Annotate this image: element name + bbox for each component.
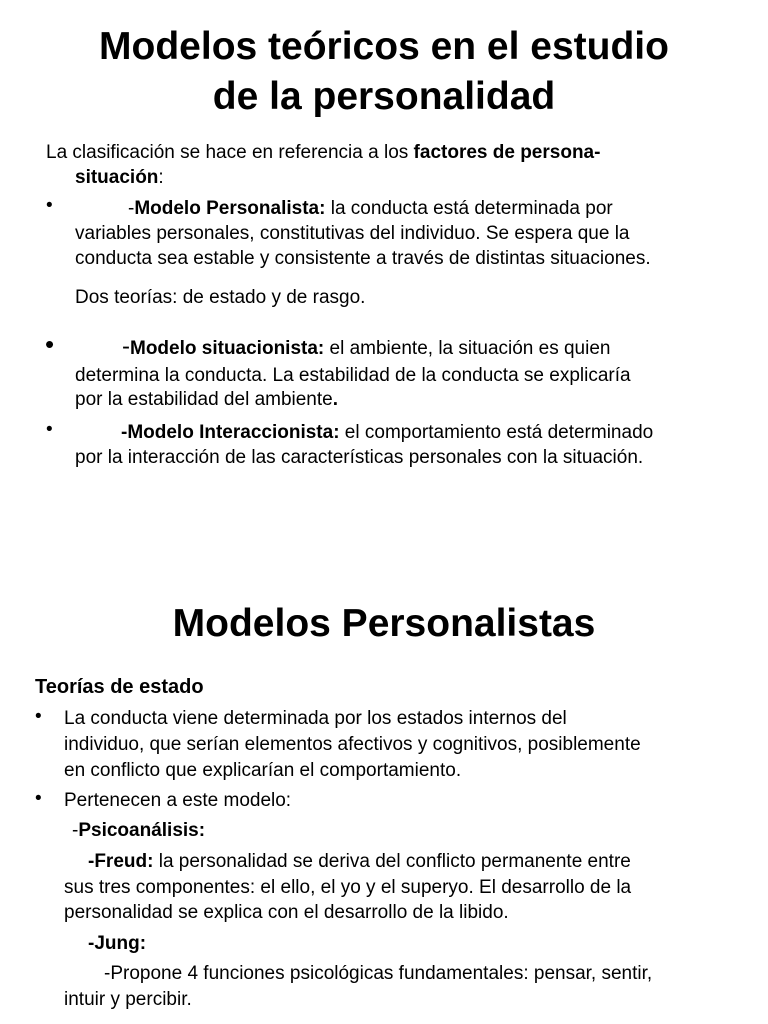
freud-text: la personalidad se deriva del conflicto permanente entre [153, 851, 631, 872]
intro-colon: : [158, 167, 164, 188]
bullet-icon: • [35, 706, 42, 727]
item3-text1: el comportamiento está determinado [339, 422, 654, 443]
intro-bold-2: situación [75, 167, 159, 188]
jung-line2: intuir y percibir. [64, 989, 192, 1010]
item1-line1 [128, 196, 613, 221]
jung-label: -Jung: [88, 933, 147, 954]
item2-line3-text: por la estabilidad del ambiente [75, 389, 333, 410]
bullet-icon: • [35, 788, 42, 809]
intro-text: La clasificación se hace en referencia a los [46, 142, 414, 163]
item1-line3: conducta sea estable y consistente a través de distintas situaciones. [75, 248, 651, 269]
slide2-title: Modelos Personalistas [172, 602, 596, 645]
item1-label: Modelo Personalista: [134, 198, 326, 219]
freud-label: -Freud: [88, 851, 154, 872]
note-text: Dos teorías: de estado y de rasgo. [75, 287, 366, 308]
freud-line1 [88, 849, 631, 875]
slide1-title-line1: Modelos teóricos en el estudio [99, 25, 669, 68]
b1-line1: La conducta viene determinada por los estados internos del [64, 708, 567, 729]
item2-line1 [122, 334, 610, 361]
item1-line2: variables personales, constitutivas del individuo. Se espera que la [75, 223, 630, 244]
item2-line2: determina la conducta. La estabilidad de la conducta se explicaría [75, 365, 631, 386]
psico-label: Psicoanálisis: [78, 820, 206, 841]
item2-text1: el ambiente, la situación es quien [324, 338, 611, 359]
intro-bold: factores de persona- [413, 142, 601, 163]
item3-line2: por la interacción de las características personales con la situación. [75, 447, 644, 468]
freud-line3: personalidad se explica con el desarrollo de la libido. [64, 902, 509, 923]
jung-line1: -Propone 4 funciones psicológicas fundamentales: pensar, sentir, [104, 963, 653, 984]
item1-text1: la conducta está determinada por [325, 198, 613, 219]
bullet-icon: • [45, 329, 55, 359]
bullet-icon: • [46, 419, 53, 440]
b1-line2: individuo, que serían elementos afectivos y cognitivos, posiblemente [64, 734, 641, 755]
psico-dash: - [72, 820, 79, 841]
slide1-title-line2: de la personalidad [212, 75, 556, 118]
item2-dash: - [122, 333, 130, 360]
b2-text: Pertenecen a este modelo: [64, 790, 292, 811]
intro-line2 [75, 165, 164, 190]
item3-label: -Modelo Interaccionista: [121, 422, 340, 443]
item3-line1 [121, 420, 653, 445]
subheading: Teorías de estado [35, 676, 204, 698]
psico-line [72, 818, 205, 844]
bullet-icon: • [46, 195, 53, 216]
item2-line3 [75, 387, 338, 412]
b1-line3: en conflicto que explicarían el comportamiento. [64, 760, 462, 781]
item1-dash: - [128, 198, 135, 219]
item2-label: Modelo situacionista: [130, 338, 325, 359]
freud-line2: sus tres componentes: el ello, el yo y el superyo. El desarrollo de la [64, 877, 632, 898]
intro-line1 [46, 140, 600, 165]
item2-line3-end: . [332, 389, 339, 410]
